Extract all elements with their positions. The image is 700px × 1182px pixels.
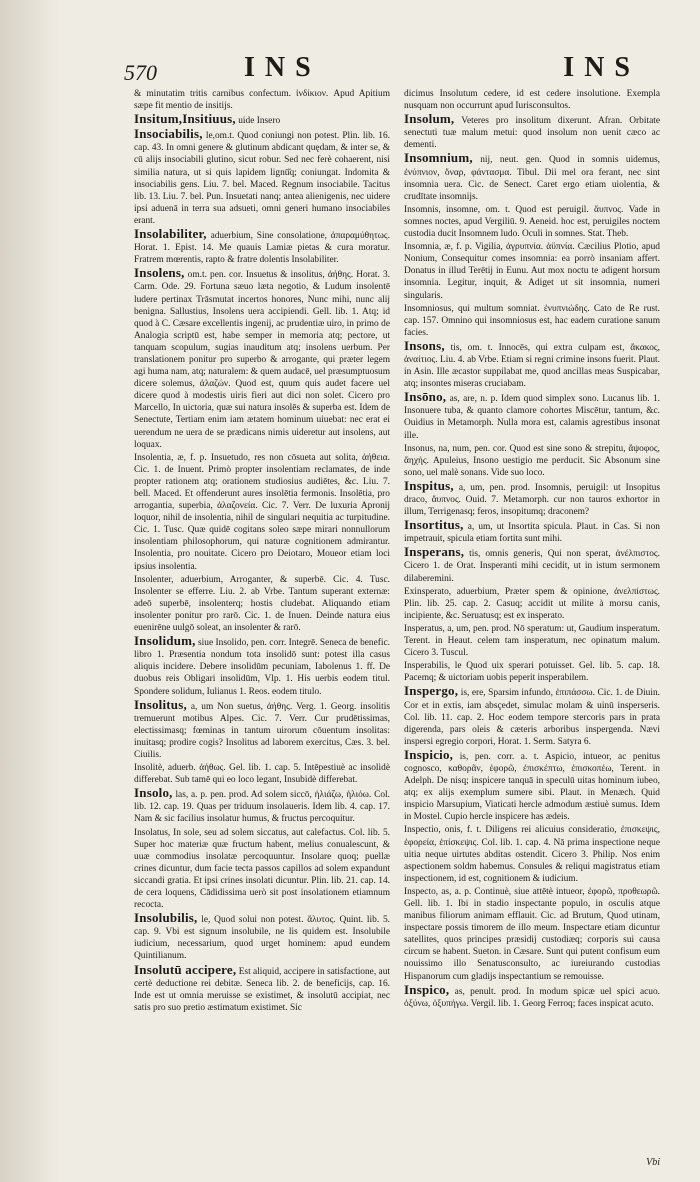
dictionary-entry xyxy=(404,88,660,112)
entry-text: Insomniosus, qui multum somniat. ἐνυπνιώδης. Cato de Re rust. cap. 157. Omnino qui insomniosus est, hac eadem curatione sanum facies. xyxy=(404,303,660,338)
dictionary-entry xyxy=(404,303,660,339)
dictionary-entry xyxy=(404,824,660,884)
dictionary-entry xyxy=(134,696,390,761)
entry-text: a, um Non suetus, ἀήθης. Verg. 1. Georg. insolitis tremuerunt motibus Alpes. Cic. 7. Verr. Cur prudētissimas, electissimasq; fœminas in tantum uirorum cōuentum insolitas: inuitasq; prodire cogis? Insolitus ad laborem exercitus, Cæs. 3. bel. Ciuilis. xyxy=(134,701,390,760)
dictionary-entry xyxy=(134,574,390,634)
entry-headword: Insolubilis, xyxy=(134,910,198,926)
dictionary-entry xyxy=(404,886,660,983)
dictionary-entry xyxy=(134,88,390,112)
entry-text: le,om.t. Quod coniungi non potest. Plin. lib. 16. cap. 43. In omni genere & glutinum abdicant quędam, & inter se, & cū alijs insociabili glutino, sicut robur. Sed nec ferè cohaerent, nisi similia natura, ut si quis lapidem lignū̆q; coniungat. Indomita & insociabilis gens. Liu. 7. bel. Maced. Regnum insociabile. Tacitus lib. 13. Liu. 7. bel. Pun. Insuetati nanq; antea alienigenis, nec uidere ipsi aduenā in terra sua adsueti, omni generi humano insociabiles erant. xyxy=(134,131,390,226)
dictionary-entry xyxy=(134,452,390,573)
dictionary-entry xyxy=(404,586,660,622)
dictionary-entry xyxy=(134,762,390,786)
entry-text: is, ere, Sparsim infundo, ἐπιπάσσω. Cic. 1. de Diuin. Cor et in extis, iam absçedet, simulac molam & uinū insperseris. Col. lib. 11. cap. 2. Hoc eodem tempore stercoris pars in prata digerenda, pars oleis & cæteris arboribus inspergenda. Nævi inspersi egregio corpori, Horat. 1. Serm. Satyra 6. xyxy=(404,688,660,747)
dictionary-entry xyxy=(134,912,390,962)
entry-text: Insolenter, aduerbium, Arroganter, & superbē. Cic. 4. Tusc. Insolenter se efferre. Liu. 2. ab Vrbe. Tantum superant externæ: adeō superbē, insolenterq; hostis cludebat. Aliquando etiam insolenter ponitur pro rarō. Cic. 1. de Inuen. Deinde natura eius euenirēne uulgō soleat, an insolenter & rarō. xyxy=(134,574,390,634)
dictionary-entry xyxy=(134,267,390,450)
page-number: 570 xyxy=(124,60,157,85)
entry-text: is, pen. corr. a. t. Aspicio, intueor, ac penitus cognosco, καθορᾶν, ἐφορῶ, ἐπισκέπτω, ἐπισκοπέω, Terent. in Adelph. De nisq; inspicere tanquā in speculū uitas hominum iubeo, atq; ex alijs exemplum sumere sibi. Plaut. in Menæch. Quid inspicio Marsupium, Viaticati hercle admodum æstiuè sumus. Idem in Mostel. Cupio hercle inspicere has ædeis. xyxy=(404,751,660,823)
dictionary-entry xyxy=(134,635,390,697)
dictionary-entry xyxy=(404,443,660,479)
dictionary-entry xyxy=(404,477,660,518)
dictionary-entry xyxy=(404,152,660,202)
entry-headword: Inspitus, xyxy=(404,477,454,493)
text-columns xyxy=(134,88,660,1152)
dictionary-entry xyxy=(404,519,660,545)
catchword: Vbi xyxy=(646,1157,660,1168)
entry-text: las, a. p. pen. prod. Ad solem siccō, ἡλιάζω, ἡλιόω. Col. lib. 12. cap. 19. Quas per triduum insolaueris. Idem lib. 4. cap. 17. Nam & sic facilius insolatur humus, & fructus percoquitur. xyxy=(134,790,390,825)
entry-text: Insomnis, insomne, om. t. Quod est peruigil. ἄυπνος. Vade in somnes noctes, apud Vergiliū. 9. Aeneid. hoc est, peruigiles noctem custodia ducit Insomnem ludo. Oculi in somnes. Stat. Theb. xyxy=(404,204,660,240)
right-column xyxy=(404,88,660,1152)
entry-headword: Insitum,Insitiuus, xyxy=(134,111,236,127)
dictionary-entry xyxy=(404,204,660,240)
entry-text: Insomnia, æ, f. p. Vigilia, ἀγρυπνία. ἀϋπνία. Cæcilius Plotio, apud Nonium, Consequitur comes insomnia: ea porrò insaniam affert. Donatus in illud Terētij in Eunu. Aut mox noctu te adigent horsum insomnia. Legitur, inquit, & Adiget ut sit insomnia, numeri singularis. xyxy=(404,242,660,301)
entry-headword: Insperans, xyxy=(404,544,465,560)
entry-text: Insolatus, In sole, seu ad solem siccatus, aut calefactus. Col. lib. 5. Super hoc materiæ quæ fructum habent, melius conualescunt, & uuæ commodius insolatæ percoquuntur. Insolare quoq; puellæ crines dicuntur, dum facie tecta passos capillos ad solem expandunt siccandi gratia. Et ipsi crines insolati dicuntur. Plin. lib. 21. cap. 14. de cera loquens, Cādidissima uerò sit post insolationem etiamnum recocta. xyxy=(134,827,390,911)
page-header xyxy=(124,52,660,88)
dictionary-entry xyxy=(404,746,660,824)
dictionary-entry xyxy=(404,113,660,151)
entry-text: Inspectio, onis, f. t. Diligens rei alicuius consideratio, ἐπισκεψις, ἐφορεία, ἐπίσκεψις. Col. lib. 1. cap. 4. Nā prima inspectione neque uitia neque uirtutes abditas ostendit. Cicero 3. Philip. Nos enim aspectionem soldm habemus. Consules & reliqui magistratus etiam inspectionem, id est, cognitionem & iudicium. xyxy=(404,825,660,884)
entry-text: Exinsperato, aduerbium, Præter spem & opinione, ἀνελπίστως. Plin. lib. 25. cap. 2. Casuq; accidit ut milite à morsu canis, incipiente, &c. Seruatusq; est ex insperato. xyxy=(404,586,660,621)
entry-text: siue Insolido, pen. corr. Integrē. Seneca de benefic. libro 1. Præsentia nondum tota insolidō sunt: potest illa casus aliquis incidere. Debere insolidūm pecuniam, Iabolenus 1. ff. De duobus reis Obligari insolidūm, Vlp. 1. His uerbis eodem titul. Spondere solidum, Iulianus 1. Reos. eodem titulo. xyxy=(134,638,390,697)
dictionary-entry xyxy=(134,827,390,912)
entry-text: dicimus Insolutum cedere, id est cedere insolutione. Exempla nusquam non occurrunt apud Iurisconsultos. xyxy=(404,89,660,112)
dictionary-entry xyxy=(134,961,390,1014)
dictionary-entry xyxy=(134,787,390,825)
running-head-right: INS xyxy=(563,52,640,83)
entry-text: le, Quod solui non potest. ἄλυτος. Quint. lib. 5. cap. 9. Vbi est signum insolubile, ne lis quidem est. Insolubile iudicium, necessarium, quod urget hominem: apud eundem Quintilianum. xyxy=(134,915,390,962)
running-head-left: INS xyxy=(244,52,321,83)
entry-text: Insperatus, a, um, pen. prod. Nō speratum: ut, Gaudium insperatum. Terent. in Heaut. celem tam insperatum, nec opinatum malum. Cicero 3. Tuscul. xyxy=(404,623,660,659)
dictionary-entry xyxy=(134,113,390,127)
entry-headword: Insortitus, xyxy=(404,517,464,533)
dictionary-entry xyxy=(404,337,660,390)
entry-headword: Insolitus, xyxy=(134,696,187,712)
entry-headword: Insolidum, xyxy=(134,633,196,649)
entry-headword: Insōno, xyxy=(404,389,447,405)
entry-text: Insolentia, æ, f. p. Insuetudo, res non cōsueta aut solita, ἀήθεια. Cic. 1. de Inuent. Primò propter insolentiam reclamates, de inde propter rationem atq; orationem studiosius audiētes, &c. Liu. 7. bell. Maced. Et offenderunt aures insolētia fermonis. Insolētia, pro arrogantia, superbia, ἀλαζονεία. Cic. 7. Verr. De luxuria Apronij loquor, nihil de insolentia, nihil de singulari nequitia ac turpitudine. Cic. 1. Tusc. Quæ quidē cogitans soleo sæpe mirari nonnullorum insolentiam philosophorum, qui naturæ cognitionem admirantur. Insolentia, pro nouitate. Cicero pro Deiotaro, Moueor etiam loci ipsius insolentia. xyxy=(134,452,390,572)
entry-headword: Inspergo, xyxy=(404,683,459,699)
dictionary-entry xyxy=(404,391,660,441)
book-gutter xyxy=(0,0,60,1182)
dictionary-entry xyxy=(404,660,660,684)
entry-headword: Insociabilis, xyxy=(134,126,203,142)
dictionary-entry xyxy=(134,128,390,227)
entry-headword: Insolum, xyxy=(404,111,455,127)
entry-text: Insperabilis, le Quod uix sperari potuisset. Gel. lib. 5. cap. 18. Pacemq; & uictoriam uobis peperit insperabilem. xyxy=(404,661,660,684)
dictionary-entry xyxy=(134,228,390,266)
entry-headword: Insolo, xyxy=(134,785,173,801)
entry-text: nij, neut. gen. Quod in somnis uidemus, ἐνύπνιον, ὄναρ, φάντασμα. Tibul. Dii mel ora ferant, nec sint insomnia uera. Cic. de Senect. Caret ergo etiam uiolentia, & crudītate insomnijs. xyxy=(404,155,660,202)
left-column xyxy=(134,88,390,1152)
entry-text: as, are, n. p. Idem quod simplex sono. Lucanus lib. 1. Insonuere tuba, & quanto clamore cohortes Miscētur, tantum, &c. Ouidius in Metamorph. Nulla mora est, calamis agrestibus insonat ille. xyxy=(404,394,660,441)
dictionary-entry xyxy=(404,981,660,1010)
entry-headword: Inspico, xyxy=(404,981,450,997)
entry-headword: Insolens, xyxy=(134,265,185,281)
entry-headword: Insolutū accipere, xyxy=(134,961,237,977)
entry-text: Insonus, na, num, pen. cor. Quod est sine sono & strepitu, ἄψοφος, ἄηχής. Apuleius, Insono uestigio me perducit. Sic Absonum sine sono, uel malè sonans. Vide suo loco. xyxy=(404,443,660,478)
entry-text: as, penult. prod. In modum spicæ uel spici acuo. ὀξύνω, ὀξυπήγω. Vergil. lib. 1. Georg Ferroq; faces inspicat acuto. xyxy=(404,986,660,1009)
entry-text: Est aliquid, accipere in satisfactione, aut certè deductione rei debitæ. Seneca lib. 2. de beneficijs, cap. 16. Inde est ut omnia meruisse se existimet, & insolutū accipiat, nec satis pro suo pretio æstimatum existimet. Sic xyxy=(134,966,390,1013)
entry-text: tis, omnis generis, Qui non sperat, ἀνέλπιστος. Cicero 1. de Orat. Insperanti mihi cecidit, ut in istum sermonem dilaberemini. xyxy=(404,549,660,584)
entry-headword: Inspicio, xyxy=(404,746,454,762)
entry-text: tis, om. t. Innocēs, qui extra culpam est, ἄκακος, ἀναίτιος. Liu. 4. ab Vrbe. Etiam si regni crimine insons fuerit. Plaut. in Asin. Ille æcastor suppilabat me, quod ancillas meas Suspicabar, atq; insontes miseras cruciabam. xyxy=(404,342,660,390)
entry-headword: Insomnium, xyxy=(404,150,473,166)
entry-text: om.t. pen. cor. Insuetus & insolitus, ἀήθης. Horat. 3. Carm. Ode. 29. Fortuna sæuo læta negotio, & Ludum insolentē ludere pertinax Trāsmutat incertos honores, Nunc mihi, nunc alij benigna. Sallustius, Insolens uera accipiendi. Gell. lib. 1. Atq; id quod à C. Cæsare excellentis ingenij, ac prudentiæ uiro, in primo de Analogia scriptū est, habe semper in memoria atq; pectore, ut tanquam scopulum, sugias inauditum atq; insolens uerbum. Per translationem ponitur pro superbo & arrogante, qui præter legem agi huma nam, atq; naturalem: & quem audacē, uel præsumptuosum dicere solemus, ἀλαζών. Quod est, quum quis audet facere uel dicere quod à modestis uiris fieri aut dici non solet. Cicero pro Marcello, In uictoria, quæ sui natura insolēs & superba est. Idem de Senectute, Tertiam enim iam ætatem hominum uiuebat: nec erat ei uerendum ne uera de se prædicans nimis uideretur aut insolens, aut loquax. xyxy=(134,270,390,450)
dictionary-entry xyxy=(404,623,660,659)
entry-text: Insolitè, aduerb. ἀήθως. Gel. lib. 1. cap. 5. Intēpestiuè ac insolidè differebat. Sub tamē qui eo loco legant, Insubidè differebat. xyxy=(134,763,390,786)
entry-headword: Insolabiliter, xyxy=(134,226,207,242)
entry-text: a, um, pen. prod. Insomnis, peruigil: ut Insopitus draco, ἄυπνος. Ouid. 7. Metamorph. cur non tauros exhortor in illum, Terrigenasq; feros, insopitumq; draconem? xyxy=(404,482,660,518)
dictionary-entry xyxy=(404,685,660,747)
dictionary-entry xyxy=(404,546,660,584)
entry-text: Veteres pro insolitum dixerunt. Afran. Orbitate senectuti tuæ malum metui: quod insolum non uenit cæco ac dementi. xyxy=(404,116,660,151)
entry-text: uide Insero xyxy=(238,116,281,127)
entry-text: aduerbium, Sine consolatione, ἀπαραμύθητως. Horat. 1. Epist. 14. Me quauis Lamiæ pietas & cura moratur. Fratrem mœrentis, rapto & fratre dolentis Insolabiliter. xyxy=(134,231,390,266)
entry-text: a, um, ut Insortita spicula. Plaut. in Cas. Si non impetrauit, spicula etiam fortita sunt mihi. xyxy=(404,522,660,545)
entry-headword: Insons, xyxy=(404,337,445,353)
entry-text: & minutatim tritis carnibus confectum. ἰνδίκιον. Apud Apitium sæpe fit mentio de insitijs. xyxy=(134,89,390,112)
entry-text: Inspecto, as, a. p. Continuè, siue attētè intueor, ἐφορῶ, προθεωρῶ. Gell. lib. 1. Ibi in stadio inspectante populo, in osculis atque manibus filiorum animam efflauit. Cic. ad Brutum, Quod utinam, inspectare possis timorem de illo meum. Inspectare etiam dicuntur satellites, quos principes præsidij custodiæq; corporis sui causa circum se habent. Sueton. in Cæsare. Sunt qui putent confisum eum nouissimo illo Senatusconsulto, ac iureiurando custodias Hispanorum cum gladijs inspectantium se remouisse. xyxy=(404,886,660,982)
dictionary-entry xyxy=(404,241,660,301)
